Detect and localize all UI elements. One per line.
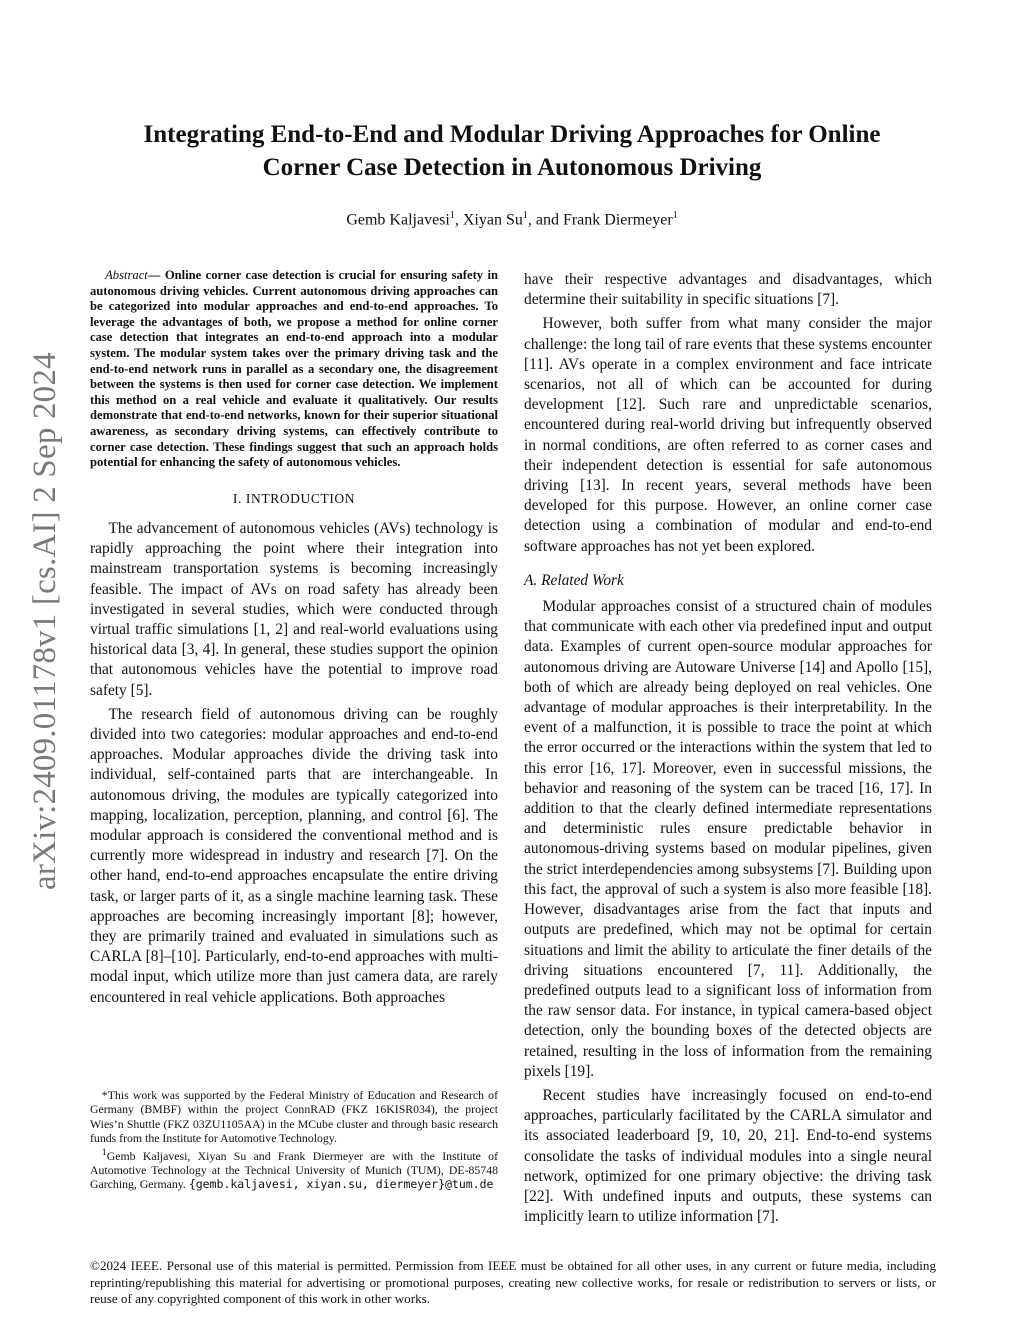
related-work-paragraph-1: Modular approaches consist of a structured chain of modules that communicate with each other via predefined input and output data. Examples of current open-source modular approaches for autonomous driving are Autoware Universe [14] and Apollo [15], both of which are already being deployed on real vehicles. One advantage of modular approaches is their interpretability. In the event of a malfunction, it is possible to trace the point at which the error occurred or the interactions within the system that led to this error [16, 17]. Moreover, even in successful missions, the behavior and reasoning of the system can be traced [16, 17]. In addition to that the clearly defined intermediate representations and deterministic rules ensure predictable behavior in autonomous-driving systems based on modular pipelines, given the strict interdependencies among subsystems [7]. Building upon this fact, the approval of such a system is also more feasible [18]. However, disadvantages arise from the fact that inputs and outputs are predefined, which may not be optimal for certain situations and limit the ability to articulate the finer details of the driving situations encountered [7, 11]. Additionally, the predefined outputs lead to a significant loss of information from the raw sensor data. For instance, in typical camera-based object detection, only the bounding boxes of the detected objects are retained, resulting in the loss of information from the remaining pixels [19].: [524, 598, 932, 1080]
abstract-text: — Online corner case detection is crucial for ensuring safety in autonomous driving vehicles. Current autonomous driving approaches can be categorized into modular approaches and end-to-end approaches. To leverage the advantages of both, we propose a method for online corner case detection that integrates an end-to-end approach into a modular system. The modular system takes over the primary driving task and the end-to-end network runs in parallel as a secondary one, the disagreement between the systems is then used for corner case detection. We implement this method on a real vehicle and evaluate it qualitatively. Our results demonstrate that end-to-end networks, known for their superior situational awareness, as secondary driving systems, can effectively contribute to corner case detection. These findings suggest that such an approach holds potential for enhancing the safety of autonomous vehicles.: [90, 268, 498, 470]
intro-paragraph-1: The advancement of autonomous vehicles (AVs) technology is rapidly approaching the point where their integration into mainstream transportation systems is becoming increasingly feasible. The impact of AVs on road safety has already been investigated in several studies, which were conducted through virtual traffic simulations [1, 2] and real-world evaluations using historical data [3, 4]. In general, these studies support the opinion that autonomous vehicles have the potential to improve road safety [5].: [90, 519, 498, 699]
footnote-affiliation-text: Gemb Kaljavesi, Xiyan Su and Frank Diermeyer are with the Institute of Automotive Technology at the Technical University of Munich (TUM), DE-85748 Garching, Germany.: [90, 1148, 498, 1192]
right-column: [524, 270, 932, 1227]
affiliation-mark: 1: [522, 210, 528, 221]
footnote-affiliation: [90, 1146, 498, 1192]
footnote-funding: *This work was supported by the Federal Ministry of Education and Research of Germany (BMBF) within the project ConnRAD (FKZ 16KISR034), the project Wies’n Shuttle (FKZ 03ZU1105AA) in the MCube cluster and through basic research funds from the Institute for Automotive Technology.: [90, 1088, 498, 1146]
title-line-2: Corner Case Detection in Autonomous Driving: [262, 154, 762, 181]
intro-paragraph-2: The research field of autonomous driving can be roughly divided into two categories: modular approaches and end-to-end approaches. Modular approaches divide the driving task into individual, self-contained parts that are interchangeable. In autonomous driving, the modules are typically categorized into mapping, localization, perception, planning, and control [6]. The modular approach is considered the conventional method and is currently more widespread in industry and research [7]. On the other hand, end-to-end approaches encapsulate the entire driving task, or larger parts of it, as a single machine learning task. These approaches are becoming increasingly important [8]; however, they are primarily trained and evaluated in simulations such as CARLA [8]–[10]. Particularly, end-to-end approaches with multi-modal input, which utilize more than just camera data, are rarely encountered in real vehicle applications. Both approaches: [90, 705, 498, 1006]
author-emails: {gemb.kaljavesi, xiyan.su, diermeyer}@tum.de: [188, 1177, 494, 1192]
subsection-heading-related-work: A. Related Work: [524, 571, 624, 589]
affiliation-mark: 1: [449, 210, 455, 221]
intro-paragraph-3: However, both suffer from what many consider the major challenge: the long tail of rare events that these systems encounter [11]. AVs operate in a complex environment and face intricate scenarios, not all of which can be accounted for during development [12]. Such rare and unpredictable scenarios, encountered during real-world driving but infrequently observed in normal conditions, are often referred to as corner cases and their independent detection is essential for safe autonomous driving [13]. In recent years, several methods have been developed for this purpose. However, an online corner case detection using a combination of modular and end-to-end software approaches has not yet been explored.: [524, 315, 932, 555]
affiliation-mark: 1: [672, 210, 678, 221]
footnote-mark: 1: [101, 1146, 107, 1158]
author-separator-and: , and: [527, 211, 563, 229]
copyright-notice: ©2024 IEEE. Personal use of this material is permitted. Permission from IEEE must be obtained for all other uses, in any current or future media, including reprinting/republishing this material for advertising or promotional purposes, creating new collective works, for resale or redistribution to servers or lists, or reuse of any copyrighted component of this work in other works.: [90, 1258, 936, 1307]
title-line-1: Integrating End-to-End and Modular Driving Approaches for Online: [143, 121, 881, 148]
author-2: Xiyan Su: [462, 211, 523, 229]
related-work-paragraph-2: Recent studies have increasingly focused on end-to-end approaches, particularly facilitated by the CARLA simulator and its associated leaderboard [9, 10, 20, 21]. End-to-end systems consolidate the tasks of individual modules into a single neural network, optimized for one primary objective: the driving task [22]. With undefined inputs and outputs, these systems can implicitly learn to utilize information [7].: [524, 1086, 932, 1226]
section-heading-introduction: I. INTRODUCTION: [232, 490, 356, 506]
author-list: [60, 210, 964, 229]
author-1: Gemb Kaljavesi: [346, 211, 450, 229]
arxiv-identifier: arXiv:2409.01178v1 [cs.AI] 2 Sep 2024: [27, 352, 63, 890]
paper-title: [60, 118, 964, 184]
abstract-label: Abstract: [105, 268, 148, 282]
author-separator: ,: [454, 211, 463, 229]
footnotes: [90, 1088, 498, 1192]
intro-paragraph-continued: have their respective advantages and disadvantages, which determine their suitability in specific situations [7].: [524, 271, 932, 309]
author-3: Frank Diermeyer: [562, 211, 673, 229]
abstract: [90, 268, 498, 471]
left-column: [90, 268, 498, 1008]
